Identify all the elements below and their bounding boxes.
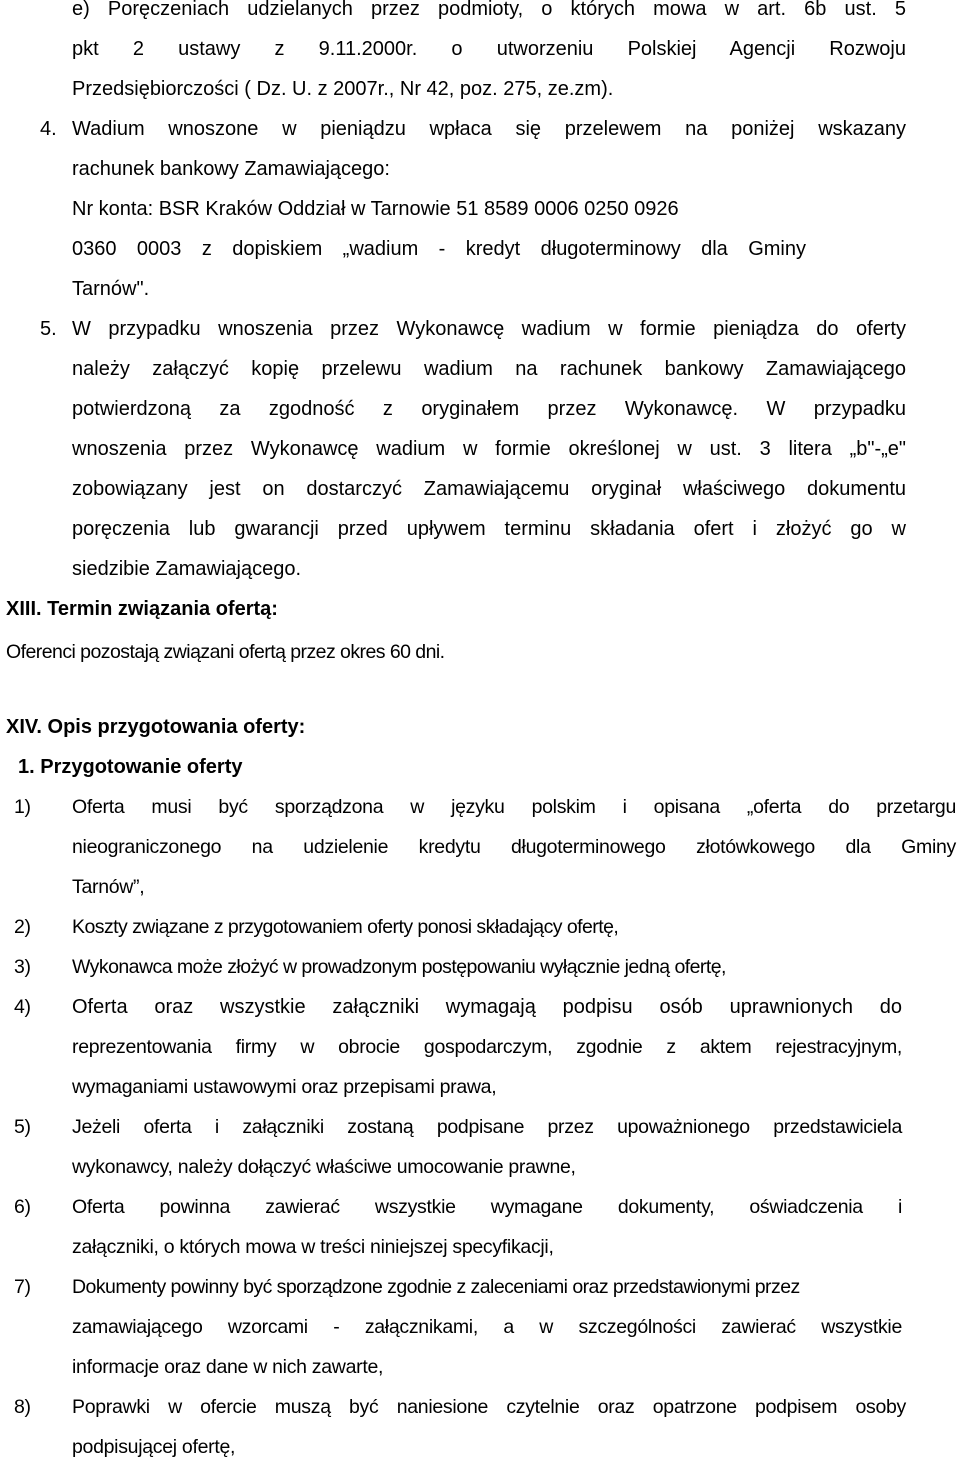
list-item-line: nieograniczonego na udzielenie kredytu długoterminowego złotówkowego dla Gminy <box>72 836 956 858</box>
list-item-line: Oferta musi być sporządzona w języku polskim i opisana „oferta do przetargu <box>72 796 956 818</box>
list-item-line: wymaganiami ustawowymi oraz przepisami prawa, <box>72 1076 497 1098</box>
list-item-line: zamawiającego wzorcami - załącznikami, a w szczególności zawierać wszystkie <box>72 1316 902 1338</box>
item-5-number: 5. <box>40 318 57 340</box>
item-e-line: e) Poręczeniach udzielanych przez podmioty, o których mowa w art. 6b ust. 5 <box>72 0 906 20</box>
item-4-account-line: Nr konta: BSR Kraków Oddział w Tarnowie 51 8589 0006 0250 0926 <box>72 198 679 220</box>
list-item-line: wykonawcy, należy dołączyć właściwe umocowanie prawne, <box>72 1156 576 1178</box>
item-5-line: należy załączyć kopię przelewu wadium na rachunek bankowy Zamawiającego <box>72 358 906 380</box>
list-item-line: załączniki, o których mowa w treści niniejszej specyfikacji, <box>72 1236 554 1258</box>
item-4-line: 0360 0003 z dopiskiem „wadium - kredyt długoterminowy dla Gminy <box>72 238 806 260</box>
list-item-line: Oferta powinna zawierać wszystkie wymagane dokumenty, oświadczenia i <box>72 1196 902 1218</box>
list-item-line: podpisującej ofertę, <box>72 1436 236 1458</box>
list-item-number: 5) <box>14 1116 31 1138</box>
list-item-number: 1) <box>14 796 31 818</box>
item-4-number: 4. <box>40 118 57 140</box>
item-5-line: poręczenia lub gwarancji przed upływem terminu składania ofert i złożyć go w <box>72 518 906 540</box>
item-4-line: Tarnów". <box>72 278 150 300</box>
item-4-line: Wadium wnoszone w pieniądzu wpłaca się przelewem na poniżej wskazany <box>72 118 906 140</box>
list-item-number: 7) <box>14 1276 31 1298</box>
item-e-line: pkt 2 ustawy z 9.11.2000r. o utworzeniu Polskiej Agencji Rozwoju <box>72 38 906 60</box>
item-5-line: wnoszenia przez Wykonawcę wadium w formie określonej w ust. 3 litera „b"-„e" <box>72 438 906 460</box>
item-5-line: potwierdzoną za zgodność z oryginałem przez Wykonawcę. W przypadku <box>72 398 906 420</box>
list-item-line: Wykonawca może złożyć w prowadzonym postępowaniu wyłącznie jedną ofertę, <box>72 956 726 978</box>
list-item-number: 3) <box>14 956 31 978</box>
section-13-heading: XIII. Termin związania ofertą: <box>6 598 278 620</box>
section-14-subheading: 1. Przygotowanie oferty <box>18 756 243 778</box>
item-5-line: zobowiązany jest on dostarczyć Zamawiającemu oryginał właściwego dokumentu <box>72 478 906 500</box>
list-item-number: 4) <box>14 996 31 1018</box>
list-item-line: Dokumenty powinny być sporządzone zgodnie z zaleceniami oraz przedstawionymi przez <box>72 1276 800 1298</box>
section-14-heading: XIV. Opis przygotowania oferty: <box>6 716 306 738</box>
item-5-line: siedzibie Zamawiającego. <box>72 558 302 580</box>
section-13-text: Oferenci pozostają związani ofertą przez okres 60 dni. <box>6 641 445 663</box>
list-item-number: 6) <box>14 1196 31 1218</box>
list-item-number: 2) <box>14 916 31 938</box>
list-item-line: Tarnów”, <box>72 876 145 898</box>
list-item-line: Jeżeli oferta i załączniki zostaną podpisane przez upoważnionego przedstawiciela <box>72 1116 902 1138</box>
item-5-line: W przypadku wnoszenia przez Wykonawcę wadium w formie pieniądza do oferty <box>72 318 906 340</box>
list-item-line: Oferta oraz wszystkie załączniki wymagają podpisu osób uprawnionych do <box>72 996 902 1018</box>
list-item-line: reprezentowania firmy w obrocie gospodarczym, zgodnie z aktem rejestracyjnym, <box>72 1036 902 1058</box>
item-4-line: rachunek bankowy Zamawiającego: <box>72 158 390 180</box>
list-item-line: Poprawki w ofercie muszą być naniesione czytelnie oraz opatrzone podpisem osoby <box>72 1396 906 1418</box>
list-item-line: Koszty związane z przygotowaniem oferty ponosi składający ofertę, <box>72 916 619 938</box>
list-item-number: 8) <box>14 1396 31 1418</box>
list-item-line: informacje oraz dane w nich zawarte, <box>72 1356 384 1378</box>
item-e-line: Przedsiębiorczości ( Dz. U. z 2007r., Nr 42, poz. 275, ze.zm). <box>72 78 614 100</box>
